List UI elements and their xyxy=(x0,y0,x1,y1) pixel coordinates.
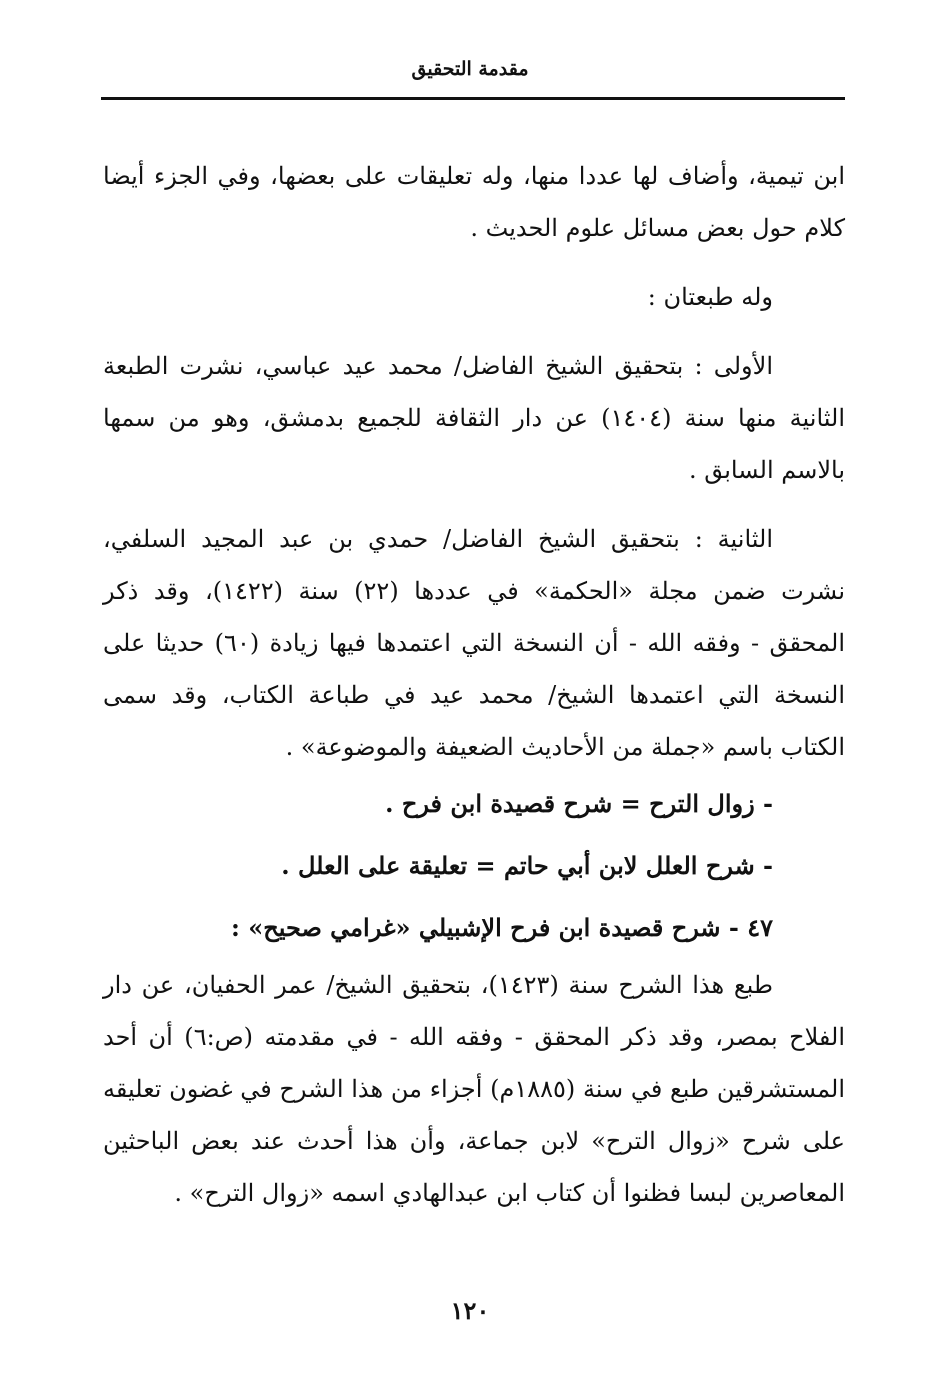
page-number: ١٢٠ xyxy=(450,1296,490,1325)
paragraph-continuation: ابن تيمية، وأضاف لها عددا منها، وله تعليقات على بعضها، وفي الجزء أيضا كلام حول بعض مسائل علوم الحديث . xyxy=(103,162,845,242)
paragraph-second-edition: الثانية : بتحقيق الشيخ الفاضل/ حمدي بن عبد المجيد السلفي، نشرت ضمن مجلة «الحكمة» في عددها (٢٢) سنة (١٤٢٢)، وقد ذكر المحقق - وفقه الله - أن النسخة التي اعتمدها فيها زيادة (٦٠) حديثا على النسخة التي اعتمدها الشيخ/ محمد عيد في طباعة الكتاب، وقد سمى الكتاب باسم «جملة من الأحاديث الضعيفة والموضوعة» . xyxy=(103,525,845,761)
paragraph-first-edition: الأولى : بتحقيق الشيخ الفاضل/ محمد عيد عباسي، نشرت الطبعة الثانية منها سنة (١٤٠٤) عن دار الثقافة للجميع بدمشق، وهو من سمها بالاسم السابق . xyxy=(103,352,846,484)
bullet-zawal-altarah: - زوال الترح = شرح قصيدة ابن فرح . xyxy=(385,789,773,818)
header-rule xyxy=(101,97,845,100)
running-head-title: مقدمة التحقيق xyxy=(411,58,529,80)
paragraph-entry-47-description: طبع هذا الشرح سنة (١٤٢٣)، بتحقيق الشيخ/ عمر الحفيان، عن دار الفلاح بمصر، وقد ذكر المحقق - وفقه الله - في مقدمته (ص:٦) أن أحد المستشرقين طبع في سنة (١٨٨٥م) أجزاء من هذا الشرح في غضون تعليقه على شرح «زوال الترح» لابن جماعة، وأن هذا أحدث عند بعض الباحثين المعاصرين لبسا فظنوا أن كتاب ابن عبدالهادي اسمه «زوال الترح» . xyxy=(103,971,846,1207)
paragraph-editions-intro: وله طبعتان : xyxy=(647,283,773,311)
page-body xyxy=(103,150,845,1219)
entry-heading-47: ٤٧ - شرح قصيدة ابن فرح الإشبيلي «غرامي صحيح» : xyxy=(231,913,773,942)
bullet-sharh-alilal: - شرح العلل لابن أبي حاتم = تعليقة على العلل . xyxy=(281,851,773,880)
